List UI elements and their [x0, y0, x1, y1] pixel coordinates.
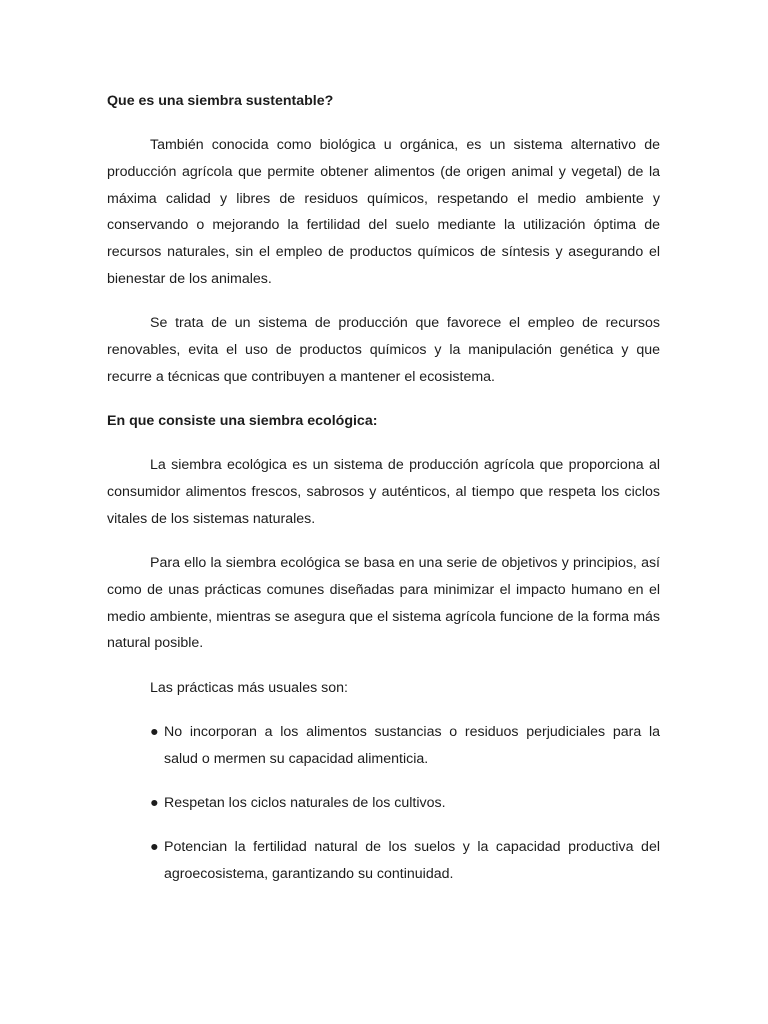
paragraph-principles: Para ello la siembra ecológica se basa en una serie de objetivos y principios, así como de unas prácticas comunes diseñadas para minimizar el impacto humano en el medio ambiente, mientras se asegura que el sistema agrícola funcione de la forma más natural posible.	[107, 555, 660, 652]
bullet-icon: ●	[150, 724, 159, 741]
list-item-text: Respetan los ciclos naturales de los cultivos.	[164, 795, 446, 812]
section-heading-sustainable: Que es una siembra sustentable?	[107, 93, 334, 109]
list-item-text: No incorporan a los alimentos sustancias o residuos perjudiciales para la salud o mermen su capacidad alimenticia.	[164, 724, 660, 767]
list-intro: Las prácticas más usuales son:	[150, 679, 348, 696]
paragraph-ecological-definition: La siembra ecológica es un sistema de producción agrícola que proporciona al consumidor alimentos frescos, sabrosos y auténticos, al tiempo que respeta los ciclos vitales de los sistemas naturales.	[107, 457, 660, 527]
bullet-icon: ●	[150, 795, 159, 812]
practices-list	[107, 719, 660, 888]
list-item	[150, 790, 660, 817]
list-item	[150, 834, 660, 888]
list-item	[150, 719, 660, 773]
document-page	[107, 88, 660, 906]
list-item-text: Potencian la fertilidad natural de los suelos y la capacidad productiva del agroecosistema, garantizando su continuidad.	[164, 839, 660, 883]
paragraph-definition: También conocida como biológica u orgánica, es un sistema alternativo de producción agrícola que permite obtener alimentos (de origen animal y vegetal) de la máxima calidad y libres de residuos químicos, respetando el medio ambiente y conservando o mejorando la fertilidad del suelo mediante la utilización óptima de recursos naturales, sin el empleo de productos químicos de síntesis y asegurando el bienestar de los animales.	[107, 137, 660, 287]
paragraph-system: Se trata de un sistema de producción que favorece el empleo de recursos renovables, evita el uso de productos químicos y la manipulación genética y que recurre a técnicas que contribuyen a mantener el ecosistema.	[107, 315, 660, 385]
section-heading-ecological: En que consiste una siembra ecológica:	[107, 413, 378, 430]
bullet-icon: ●	[150, 839, 159, 856]
